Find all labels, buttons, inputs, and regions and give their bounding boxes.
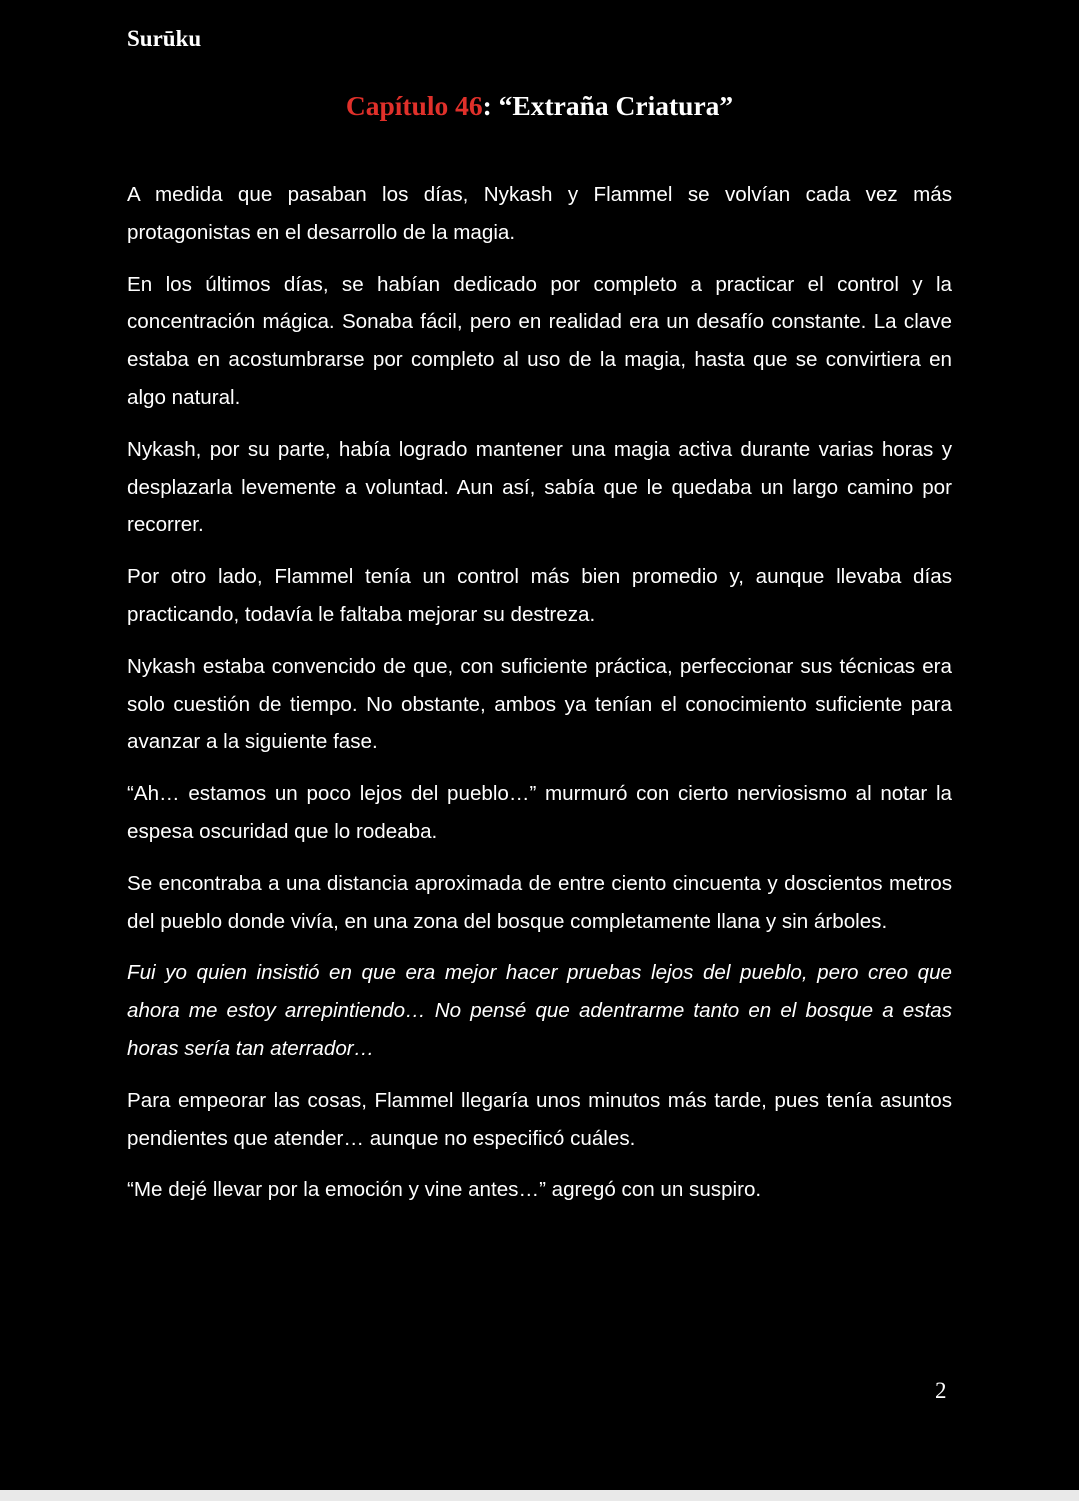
paragraph-6: “Ah… estamos un poco lejos del pueblo…” murmuró con cierto nerviosismo al notar la espesa oscuridad que lo rodeaba. [127,782,952,843]
paragraph-10: “Me dejé llevar por la emoción y vine antes…” agregó con un suspiro. [127,1178,762,1202]
paragraph-9: Para empeorar las cosas, Flammel llegaría unos minutos más tarde, pues tenía asuntos pendientes que atender… aunque no especificó cuáles. [127,1088,952,1150]
chapter-body [127,176,952,1223]
paragraph-4: Por otro lado, Flammel tenía un control más bien promedio y, aunque llevaba días practicando, todavía le faltaba mejorar su destreza. [127,565,952,626]
paragraph-3: Nykash, por su parte, había logrado mantener una magia activa durante varias horas y desplazarla levemente a voluntad. Aun así, sabía que le quedaba un largo camino por recorrer. [127,437,952,537]
author-header: Surūku [127,26,202,51]
chapter-separator: : [482,90,499,121]
paragraph-7: Se encontraba a una distancia aproximada de entre ciento cincuenta y doscientos metros del pueblo donde vivía, en una zona del bosque completamente llana y sin árboles. [127,871,952,933]
paragraph-8-inner-thought: Fui yo quien insistió en que era mejor hacer pruebas lejos del pueblo, pero creo que ahora me estoy arrepintiendo… No pensé que adentrarme tanto en el bosque a estas horas sería tan aterrador… [127,961,952,1060]
paragraph-2: En los últimos días, se habían dedicado por completo a practicar el control y la concentración mágica. Sonaba fácil, pero en realidad era un desafío constante. La clave estaba en acostumbrarse por completo al uso de la magia, hasta que se convirtiera en algo natural. [127,272,952,409]
page-edge [0,1490,1079,1501]
chapter-number: Capítulo 46 [345,90,483,121]
page-number: 2 [935,1378,947,1403]
chapter-title [0,90,1079,122]
chapter-name: “Extraña Criatura” [498,90,734,121]
paragraph-1: A medida que pasaban los días, Nykash y Flammel se volvían cada vez más protagonistas en el desarrollo de la magia. [127,183,952,244]
paragraph-5: Nykash estaba convencido de que, con suficiente práctica, perfeccionar sus técnicas era solo cuestión de tiempo. No obstante, ambos ya tenían el conocimiento suficiente para avanzar a la siguiente fase. [127,654,952,754]
